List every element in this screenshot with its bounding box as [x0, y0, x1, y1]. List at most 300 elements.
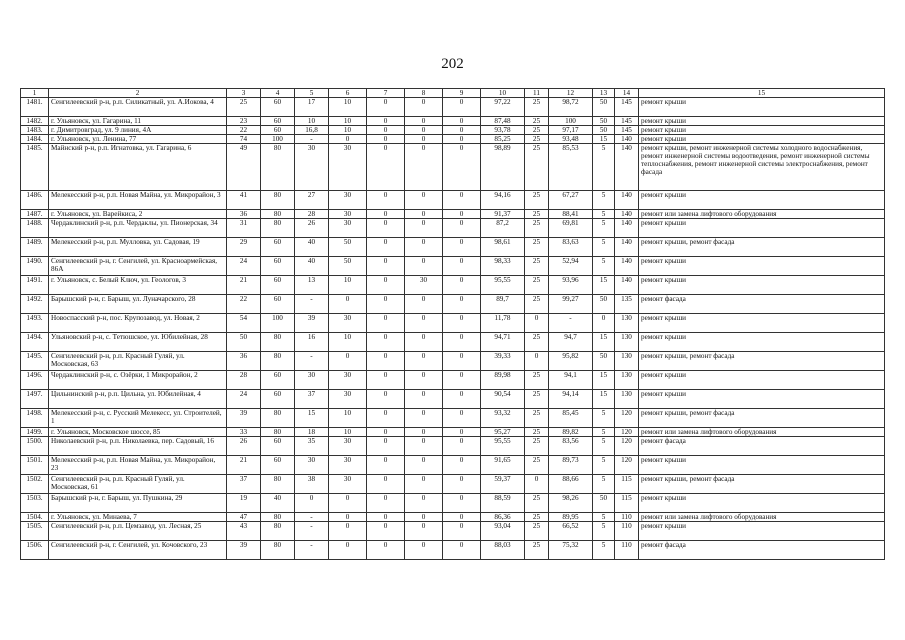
value-cell: 0: [443, 295, 481, 314]
value-cell: 0: [443, 409, 481, 428]
value-cell: 0: [443, 219, 481, 238]
value-cell: 0: [405, 98, 443, 117]
value-cell: 10: [329, 98, 367, 117]
column-header: 4: [261, 89, 295, 98]
work-type-cell: ремонт крыши: [639, 494, 885, 513]
work-type-cell: ремонт крыши: [639, 333, 885, 352]
value-cell: 80: [261, 428, 295, 437]
address-cell: Николаевский р-н, р.п. Николаевка, пер. Садовый, 16: [49, 437, 227, 456]
column-header: 6: [329, 89, 367, 98]
value-cell: 11,78: [481, 314, 525, 333]
value-cell: 0: [405, 191, 443, 210]
value-cell: 0: [443, 428, 481, 437]
value-cell: 0: [405, 238, 443, 257]
value-cell: 91,65: [481, 456, 525, 475]
value-cell: 17: [295, 98, 329, 117]
value-cell: 0: [405, 117, 443, 126]
value-cell: 0: [367, 276, 405, 295]
value-cell: 0: [367, 295, 405, 314]
value-cell: 0: [367, 219, 405, 238]
value-cell: 0: [405, 219, 443, 238]
work-type-cell: ремонт крыши: [639, 371, 885, 390]
value-cell: 10: [295, 117, 329, 126]
value-cell: 43: [227, 522, 261, 541]
value-cell: 140: [615, 276, 639, 295]
value-cell: 88,41: [549, 210, 593, 219]
column-header: 12: [549, 89, 593, 98]
value-cell: 0: [443, 541, 481, 560]
value-cell: 80: [261, 219, 295, 238]
value-cell: 98,72: [549, 98, 593, 117]
value-cell: 0: [367, 117, 405, 126]
work-type-cell: ремонт крыши: [639, 456, 885, 475]
value-cell: 80: [261, 144, 295, 191]
value-cell: 86,36: [481, 513, 525, 522]
value-cell: 25: [525, 117, 549, 126]
value-cell: 0: [443, 437, 481, 456]
value-cell: 0: [367, 98, 405, 117]
value-cell: 0: [329, 295, 367, 314]
row-number: 1485.: [21, 144, 49, 191]
value-cell: 50: [593, 352, 615, 371]
work-type-cell: ремонт фасада: [639, 295, 885, 314]
value-cell: -: [295, 135, 329, 144]
value-cell: 0: [367, 541, 405, 560]
value-cell: 31: [227, 219, 261, 238]
value-cell: 0: [443, 238, 481, 257]
value-cell: 60: [261, 371, 295, 390]
value-cell: 50: [593, 117, 615, 126]
work-type-cell: ремонт крыши, ремонт инженерной системы холодного водоснабжения, ремонт инженерной системы водоотведения, ремонт инженерной системы теплоснабжения, ремонт инженерной системы электроснабжения, ремонт фасада: [639, 144, 885, 191]
value-cell: -: [295, 522, 329, 541]
value-cell: 0: [443, 475, 481, 494]
value-cell: 0: [405, 333, 443, 352]
value-cell: 0: [329, 513, 367, 522]
value-cell: 5: [593, 456, 615, 475]
value-cell: 0: [405, 352, 443, 371]
value-cell: 15: [593, 371, 615, 390]
value-cell: -: [295, 352, 329, 371]
value-cell: 15: [593, 390, 615, 409]
address-cell: Сенгилеевский р-н, р.п. Красный Гуляй, ул. Московская, 63: [49, 352, 227, 371]
table-row: [21, 126, 885, 135]
value-cell: 98,33: [481, 257, 525, 276]
work-type-cell: ремонт фасада: [639, 541, 885, 560]
column-header: 10: [481, 89, 525, 98]
value-cell: 25: [525, 513, 549, 522]
value-cell: 30: [329, 371, 367, 390]
value-cell: 60: [261, 238, 295, 257]
value-cell: 30: [329, 390, 367, 409]
value-cell: 5: [593, 522, 615, 541]
value-cell: 145: [615, 117, 639, 126]
address-cell: Сенгилеевский р-н, р.п. Красный Гуляй, ул. Московская, 61: [49, 475, 227, 494]
address-cell: г. Ульяновск, ул. Гагарина, 11: [49, 117, 227, 126]
value-cell: 69,81: [549, 219, 593, 238]
value-cell: -: [295, 541, 329, 560]
value-cell: 16,8: [295, 126, 329, 135]
value-cell: 22: [227, 295, 261, 314]
value-cell: 5: [593, 257, 615, 276]
value-cell: 0: [443, 117, 481, 126]
table-row: [21, 238, 885, 257]
value-cell: 135: [615, 295, 639, 314]
value-cell: 30: [329, 210, 367, 219]
value-cell: 140: [615, 135, 639, 144]
work-type-cell: ремонт или замена лифтового оборудования: [639, 210, 885, 219]
table-row: [21, 219, 885, 238]
value-cell: 60: [261, 98, 295, 117]
row-number: 1504.: [21, 513, 49, 522]
value-cell: 85,53: [549, 144, 593, 191]
value-cell: 0: [405, 126, 443, 135]
address-cell: Ульяновский р-н, с. Тетюшское, ул. Юбилейная, 28: [49, 333, 227, 352]
value-cell: 0: [329, 494, 367, 513]
table-row: [21, 428, 885, 437]
work-type-cell: ремонт крыши: [639, 390, 885, 409]
value-cell: 120: [615, 437, 639, 456]
value-cell: 40: [295, 238, 329, 257]
value-cell: 120: [615, 428, 639, 437]
column-header: 11: [525, 89, 549, 98]
value-cell: 18: [295, 428, 329, 437]
address-cell: Мелекесский р-н, р.п. Новая Майна, ул. Микрорайон, 23: [49, 456, 227, 475]
row-number: 1484.: [21, 135, 49, 144]
address-cell: Барышский р-н, г. Барыш, ул. Луначарского, 28: [49, 295, 227, 314]
value-cell: 95,55: [481, 276, 525, 295]
work-type-cell: ремонт крыши: [639, 117, 885, 126]
value-cell: 49: [227, 144, 261, 191]
value-cell: 0: [367, 456, 405, 475]
value-cell: 93,32: [481, 409, 525, 428]
value-cell: 90,54: [481, 390, 525, 409]
value-cell: 39,33: [481, 352, 525, 371]
value-cell: 54: [227, 314, 261, 333]
value-cell: 25: [525, 257, 549, 276]
row-number: 1492.: [21, 295, 49, 314]
value-cell: 0: [405, 295, 443, 314]
value-cell: 0: [405, 541, 443, 560]
column-header: 7: [367, 89, 405, 98]
value-cell: 98,26: [549, 494, 593, 513]
value-cell: 0: [405, 371, 443, 390]
table-row: [21, 135, 885, 144]
value-cell: 28: [295, 210, 329, 219]
value-cell: 93,78: [481, 126, 525, 135]
table-row: [21, 513, 885, 522]
value-cell: 50: [329, 257, 367, 276]
value-cell: 0: [525, 314, 549, 333]
value-cell: 0: [405, 428, 443, 437]
value-cell: 130: [615, 314, 639, 333]
value-cell: 30: [295, 371, 329, 390]
value-cell: 140: [615, 144, 639, 191]
value-cell: 0: [367, 333, 405, 352]
value-cell: 30: [329, 191, 367, 210]
address-cell: Майнский р-н, р.п. Игнатовка, ул. Гагарина, 6: [49, 144, 227, 191]
value-cell: 66,52: [549, 522, 593, 541]
value-cell: 115: [615, 494, 639, 513]
address-cell: г. Димитровград, ул. 9 линия, 4А: [49, 126, 227, 135]
header-row: [21, 89, 885, 98]
value-cell: 98,89: [481, 144, 525, 191]
value-cell: 80: [261, 210, 295, 219]
table-row: [21, 456, 885, 475]
value-cell: 25: [525, 541, 549, 560]
value-cell: 85,25: [481, 135, 525, 144]
value-cell: 120: [615, 409, 639, 428]
address-cell: Мелекесский р-н, р.п. Новая Майна, ул. Микрорайон, 3: [49, 191, 227, 210]
value-cell: 60: [261, 276, 295, 295]
work-type-cell: ремонт или замена лифтового оборудования: [639, 513, 885, 522]
value-cell: 80: [261, 409, 295, 428]
value-cell: 0: [443, 333, 481, 352]
value-cell: 39: [295, 314, 329, 333]
value-cell: 25: [525, 371, 549, 390]
value-cell: 130: [615, 371, 639, 390]
value-cell: 0: [443, 352, 481, 371]
value-cell: 0: [443, 314, 481, 333]
address-cell: Сенгилеевский р-н, р.п. Цемзавод, ул. Лесная, 25: [49, 522, 227, 541]
value-cell: 140: [615, 238, 639, 257]
value-cell: 59,37: [481, 475, 525, 494]
page-number: 202: [441, 56, 464, 72]
value-cell: 21: [227, 276, 261, 295]
value-cell: 80: [261, 191, 295, 210]
value-cell: 85,45: [549, 409, 593, 428]
value-cell: 15: [593, 333, 615, 352]
table-row: [21, 371, 885, 390]
column-header: 5: [295, 89, 329, 98]
value-cell: 97,17: [549, 126, 593, 135]
value-cell: 89,95: [549, 513, 593, 522]
value-cell: 10: [329, 117, 367, 126]
value-cell: 0: [443, 276, 481, 295]
value-cell: 0: [443, 522, 481, 541]
column-header: 9: [443, 89, 481, 98]
value-cell: 0: [367, 238, 405, 257]
value-cell: 25: [525, 210, 549, 219]
row-number: 1498.: [21, 409, 49, 428]
value-cell: 27: [295, 191, 329, 210]
value-cell: 24: [227, 257, 261, 276]
value-cell: 110: [615, 522, 639, 541]
work-type-cell: ремонт крыши: [639, 219, 885, 238]
value-cell: 94,71: [481, 333, 525, 352]
value-cell: 0: [367, 144, 405, 191]
value-cell: 30: [329, 437, 367, 456]
value-cell: 25: [525, 428, 549, 437]
work-type-cell: ремонт крыши: [639, 98, 885, 117]
value-cell: 13: [295, 276, 329, 295]
work-type-cell: ремонт крыши: [639, 191, 885, 210]
table-row: [21, 210, 885, 219]
work-type-cell: ремонт или замена лифтового оборудования: [639, 428, 885, 437]
address-cell: Цильнинский р-н, р.п. Цильна, ул. Юбилейная, 4: [49, 390, 227, 409]
value-cell: 95,55: [481, 437, 525, 456]
value-cell: 145: [615, 126, 639, 135]
value-cell: 15: [295, 409, 329, 428]
value-cell: 0: [405, 210, 443, 219]
value-cell: 5: [593, 409, 615, 428]
value-cell: 0: [329, 352, 367, 371]
value-cell: 5: [593, 191, 615, 210]
value-cell: 89,7: [481, 295, 525, 314]
value-cell: 0: [443, 371, 481, 390]
value-cell: 89,73: [549, 456, 593, 475]
column-header: 13: [593, 89, 615, 98]
work-type-cell: ремонт крыши, ремонт фасада: [639, 409, 885, 428]
value-cell: 95,82: [549, 352, 593, 371]
table-row: [21, 117, 885, 126]
value-cell: 0: [295, 494, 329, 513]
value-cell: 23: [227, 117, 261, 126]
value-cell: 0: [443, 210, 481, 219]
value-cell: 0: [443, 126, 481, 135]
value-cell: 60: [261, 257, 295, 276]
row-number: 1500.: [21, 437, 49, 456]
value-cell: 89,82: [549, 428, 593, 437]
value-cell: 25: [525, 191, 549, 210]
row-number: 1499.: [21, 428, 49, 437]
value-cell: 140: [615, 257, 639, 276]
value-cell: 22: [227, 126, 261, 135]
table-row: [21, 437, 885, 456]
value-cell: 25: [525, 144, 549, 191]
value-cell: 30: [329, 144, 367, 191]
value-cell: 0: [443, 144, 481, 191]
value-cell: 99,27: [549, 295, 593, 314]
value-cell: 87,48: [481, 117, 525, 126]
table-row: [21, 276, 885, 295]
value-cell: 98,61: [481, 238, 525, 257]
value-cell: 130: [615, 352, 639, 371]
value-cell: 88,59: [481, 494, 525, 513]
row-number: 1501.: [21, 456, 49, 475]
value-cell: 33: [227, 428, 261, 437]
work-type-cell: ремонт крыши: [639, 522, 885, 541]
table-row: [21, 352, 885, 371]
value-cell: 0: [593, 314, 615, 333]
value-cell: 25: [525, 456, 549, 475]
value-cell: 60: [261, 295, 295, 314]
value-cell: 25: [525, 135, 549, 144]
value-cell: 0: [443, 513, 481, 522]
value-cell: 100: [261, 135, 295, 144]
value-cell: 94,16: [481, 191, 525, 210]
value-cell: 94,1: [549, 371, 593, 390]
value-cell: 0: [405, 390, 443, 409]
value-cell: 0: [367, 371, 405, 390]
address-cell: Мелекесский р-н, с. Русский Мелекесс, ул. Строителей, 1: [49, 409, 227, 428]
value-cell: 0: [367, 135, 405, 144]
value-cell: 140: [615, 210, 639, 219]
value-cell: 0: [405, 135, 443, 144]
value-cell: 30: [329, 219, 367, 238]
value-cell: 0: [329, 522, 367, 541]
value-cell: 95,27: [481, 428, 525, 437]
row-number: 1506.: [21, 541, 49, 560]
value-cell: 5: [593, 238, 615, 257]
value-cell: 0: [525, 352, 549, 371]
row-number: 1494.: [21, 333, 49, 352]
value-cell: 83,63: [549, 238, 593, 257]
value-cell: 115: [615, 475, 639, 494]
table-row: [21, 98, 885, 117]
value-cell: 140: [615, 219, 639, 238]
value-cell: 36: [227, 352, 261, 371]
value-cell: 25: [525, 390, 549, 409]
value-cell: -: [549, 314, 593, 333]
column-header: 8: [405, 89, 443, 98]
column-header: 2: [49, 89, 227, 98]
value-cell: 0: [405, 456, 443, 475]
row-number: 1496.: [21, 371, 49, 390]
address-cell: Новоспасский р-н, пос. Крупозавод, ул. Новая, 2: [49, 314, 227, 333]
value-cell: 93,04: [481, 522, 525, 541]
value-cell: 80: [261, 333, 295, 352]
address-cell: Барышский р-н, г. Барыш, ул. Пушкина, 29: [49, 494, 227, 513]
value-cell: 0: [405, 144, 443, 191]
value-cell: 0: [405, 513, 443, 522]
value-cell: 50: [227, 333, 261, 352]
value-cell: 89,98: [481, 371, 525, 390]
row-number: 1495.: [21, 352, 49, 371]
value-cell: 0: [367, 475, 405, 494]
value-cell: 25: [525, 98, 549, 117]
value-cell: 25: [525, 522, 549, 541]
value-cell: 10: [329, 126, 367, 135]
value-cell: 10: [329, 409, 367, 428]
value-cell: 5: [593, 541, 615, 560]
row-number: 1487.: [21, 210, 49, 219]
value-cell: 40: [261, 494, 295, 513]
value-cell: 5: [593, 428, 615, 437]
value-cell: 15: [593, 276, 615, 295]
value-cell: 25: [525, 126, 549, 135]
value-cell: 36: [227, 210, 261, 219]
table-row: [21, 314, 885, 333]
value-cell: 110: [615, 541, 639, 560]
value-cell: 26: [227, 437, 261, 456]
value-cell: 41: [227, 191, 261, 210]
data-table: [20, 88, 885, 560]
value-cell: 88,66: [549, 475, 593, 494]
value-cell: 74: [227, 135, 261, 144]
value-cell: 25: [525, 295, 549, 314]
value-cell: 25: [525, 437, 549, 456]
value-cell: 0: [405, 257, 443, 276]
row-number: 1491.: [21, 276, 49, 295]
value-cell: 75,32: [549, 541, 593, 560]
value-cell: 35: [295, 437, 329, 456]
value-cell: -: [295, 513, 329, 522]
value-cell: 19: [227, 494, 261, 513]
value-cell: 0: [367, 390, 405, 409]
value-cell: 0: [367, 437, 405, 456]
address-cell: г. Ульяновск, Московское шоссе, 85: [49, 428, 227, 437]
value-cell: 10: [329, 333, 367, 352]
value-cell: 15: [593, 135, 615, 144]
row-number: 1490.: [21, 257, 49, 276]
value-cell: 5: [593, 210, 615, 219]
value-cell: 87,2: [481, 219, 525, 238]
value-cell: 10: [329, 428, 367, 437]
address-cell: г. Ульяновск, ул. Варейкиса, 2: [49, 210, 227, 219]
table-row: [21, 475, 885, 494]
value-cell: 25: [525, 238, 549, 257]
value-cell: 94,14: [549, 390, 593, 409]
